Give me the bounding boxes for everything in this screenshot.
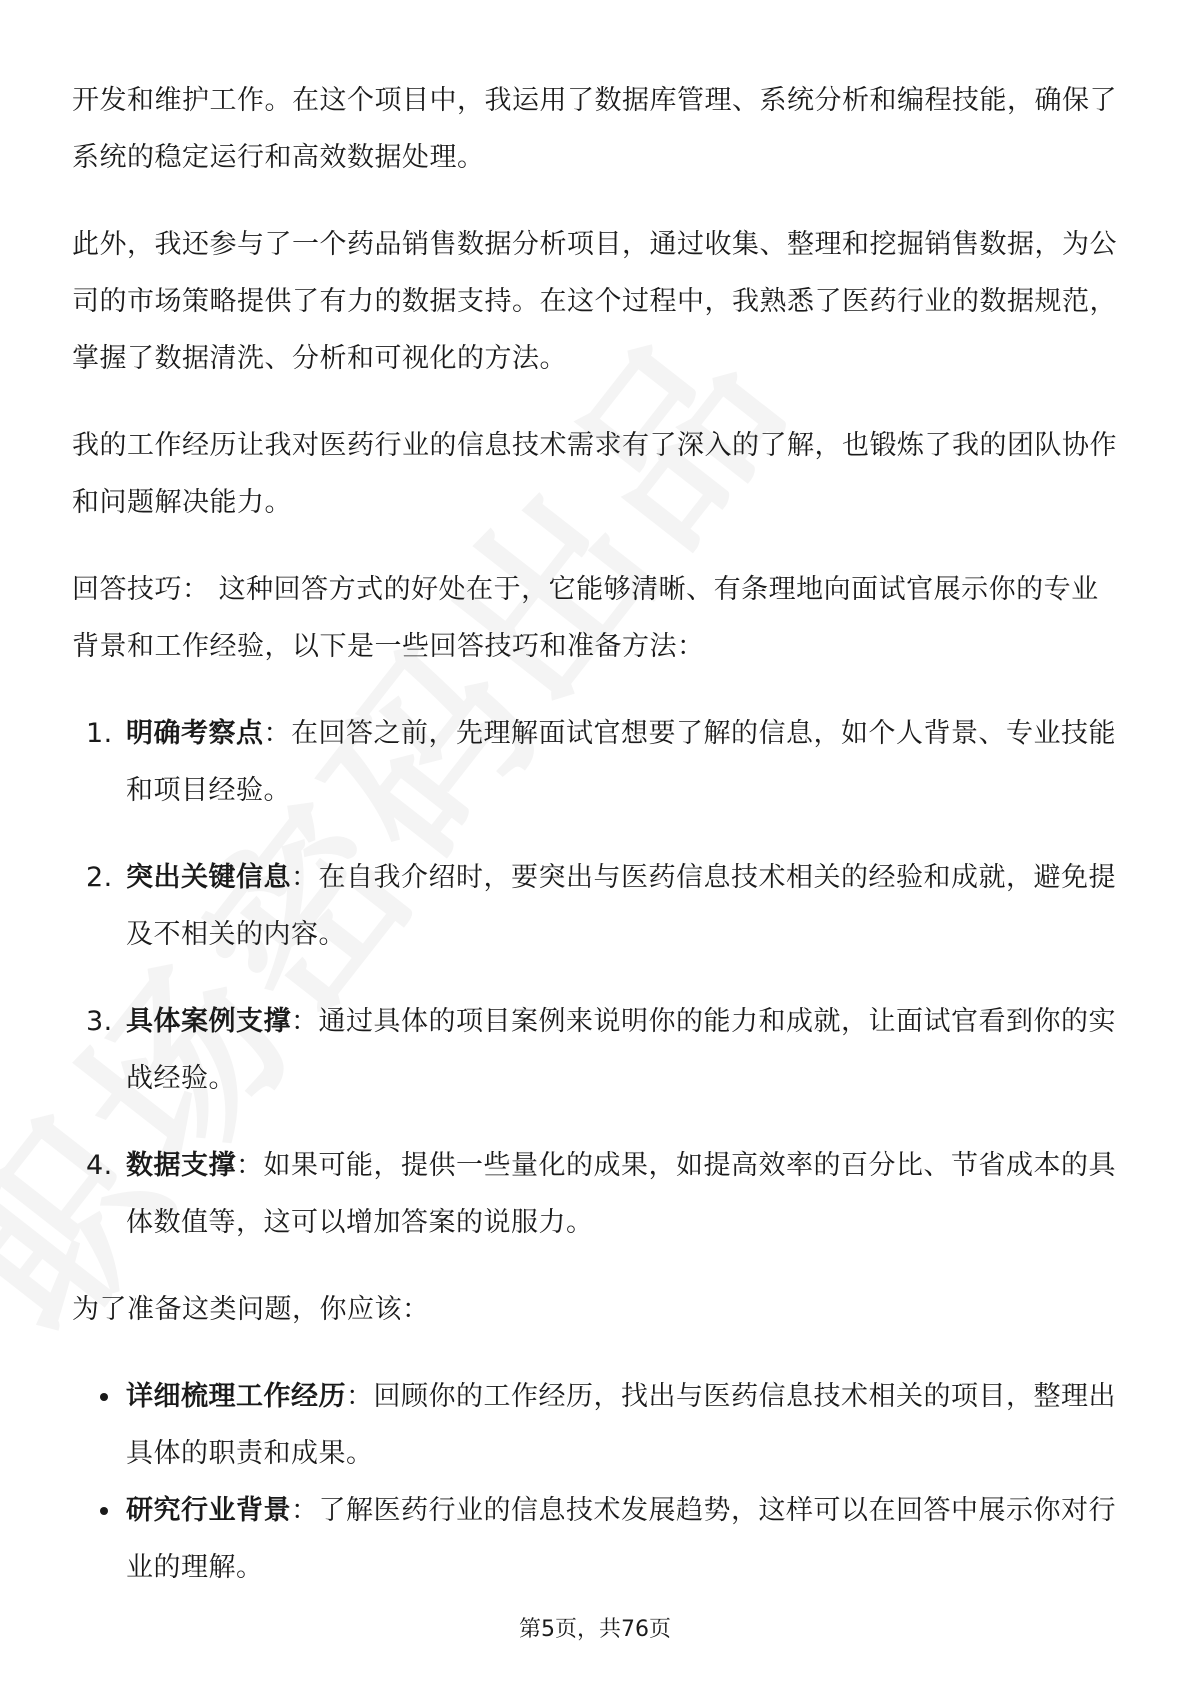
- tips-list: [72, 705, 1122, 1251]
- paragraph-answer-tips: 回答技巧： 这种回答方式的好处在于，它能够清晰、有条理地向面试官展示你的专业背景和工作经验，以下是一些回答技巧和准备方法：: [72, 574, 1099, 662]
- paragraph-prep-intro: 为了准备这类问题，你应该：: [72, 1294, 430, 1325]
- tip-title: 数据支撑: [126, 1150, 236, 1181]
- list-item: 2. 突出关键信息：在自我介绍时，要突出与医药信息技术相关的经验和成就，避免提及不相关的内容。: [72, 849, 1122, 963]
- list-number: 3.: [86, 1006, 113, 1037]
- prep-title: 详细梳理工作经历: [126, 1381, 346, 1412]
- paragraph-sales-analysis: 此外，我还参与了一个药品销售数据分析项目，通过收集、整理和挖掘销售数据，为公司的市场策略提供了有力的数据支持。在这个过程中，我熟悉了医药行业的数据规范，掌握了数据清洗、分析和可视化的方法。: [72, 229, 1117, 374]
- prep-title: 研究行业背景: [126, 1495, 291, 1526]
- page-number: 第5页，共76页: [519, 1617, 671, 1642]
- list-number: 4.: [86, 1150, 113, 1181]
- prep-list: [72, 1368, 1122, 1596]
- list-item: 1. 明确考察点：在回答之前，先理解面试官想要了解的信息，如个人背景、专业技能和项目经验。: [72, 705, 1122, 819]
- tip-text: 在自我介绍时，要突出与医药信息技术相关的经验和成就，避免提及不相关的内容。: [126, 862, 1116, 950]
- list-item: 3. 具体案例支撑：通过具体的项目案例来说明你的能力和成就，让面试官看到你的实战经验。: [72, 993, 1122, 1107]
- tip-title: 突出关键信息: [126, 862, 291, 893]
- tip-text: 通过具体的项目案例来说明你的能力和成就，让面试官看到你的实战经验。: [126, 1006, 1116, 1094]
- tip-title: 明确考察点: [126, 718, 264, 749]
- tip-text: 在回答之前，先理解面试官想要了解的信息，如个人背景、专业技能和项目经验。: [126, 718, 1116, 806]
- bullet-icon: [100, 1393, 108, 1401]
- document-body: [72, 72, 1122, 1596]
- list-item: 详细梳理工作经历：回顾你的工作经历，找出与医药信息技术相关的项目，整理出具体的职责和成果。: [72, 1368, 1122, 1482]
- prep-text: 回顾你的工作经历，找出与医药信息技术相关的项目，整理出具体的职责和成果。: [126, 1381, 1116, 1469]
- prep-text: 了解医药行业的信息技术发展趋势，这样可以在回答中展示你对行业的理解。: [126, 1495, 1116, 1583]
- list-number: 2.: [86, 862, 113, 893]
- bullet-icon: [100, 1507, 108, 1515]
- list-number: 1.: [86, 718, 113, 749]
- paragraph-experience-summary: 我的工作经历让我对医药行业的信息技术需求有了深入的了解，也锻炼了我的团队协作和问题解决能力。: [72, 430, 1117, 518]
- paragraph-project-intro: 开发和维护工作。在这个项目中，我运用了数据库管理、系统分析和编程技能，确保了系统的稳定运行和高效数据处理。: [72, 85, 1117, 173]
- tip-title: 具体案例支撑: [126, 1006, 291, 1037]
- list-item: 4. 数据支撑：如果可能，提供一些量化的成果，如提高效率的百分比、节省成本的具体数值等，这可以增加答案的说服力。: [72, 1137, 1122, 1251]
- list-item: 研究行业背景：了解医药行业的信息技术发展趋势，这样可以在回答中展示你对行业的理解。: [72, 1482, 1122, 1596]
- tip-text: 如果可能，提供一些量化的成果，如提高效率的百分比、节省成本的具体数值等，这可以增加答案的说服力。: [126, 1150, 1116, 1238]
